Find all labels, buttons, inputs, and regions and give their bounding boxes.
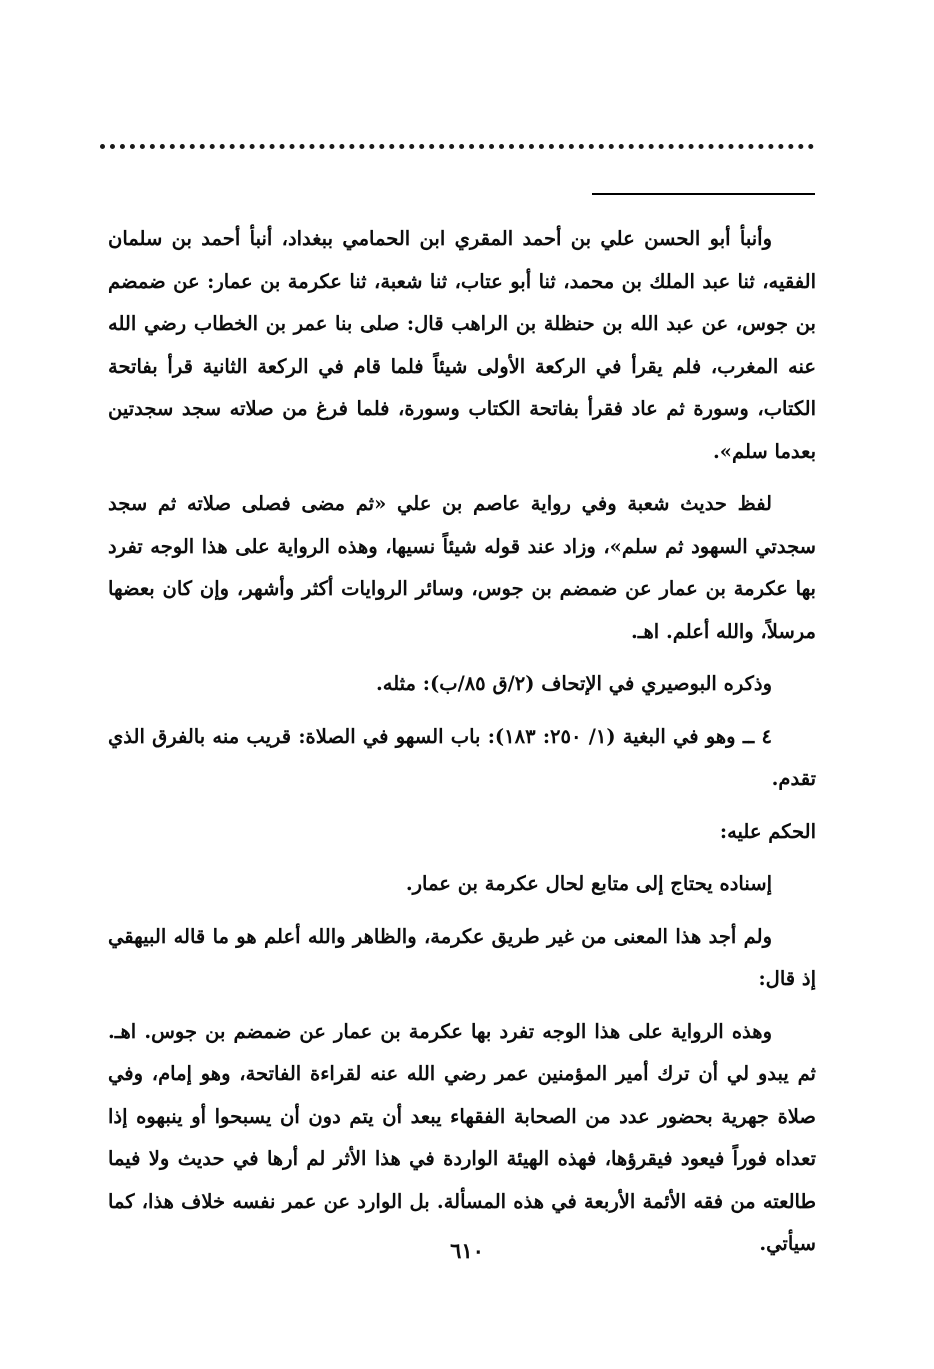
page-body — [108, 218, 816, 1276]
footnote-separator — [592, 193, 815, 195]
paragraph-bughya: ٤ ــ وهو في البغية (١/ ٢٥٠: ١٨٣): باب السهو في الصلاة: قريب منه بالفرق الذي تقدم. — [108, 724, 816, 790]
section-heading: الحكم عليه: — [719, 819, 816, 843]
paragraph-isnad: وأنبأ أبو الحسن علي بن أحمد المقري ابن الحمامي ببغداد، أنبأ أحمد بن سلمان الفقيه، ثنا عبد الملك بن محمد، ثنا أبو عتاب، ثنا شعبة، ثنا عكرمة بن عمار: عن ضمضم بن جوس، عن عبد الله بن حنظلة بن الراهب قال: صلى بنا عمر بن الخطاب رضي الله عنه المغرب، فلم يقرأ في الركعة الأولى شيئاً فلما قام في الركعة الثانية قرأ بفاتحة الكتاب، وسورة ثم عاد فقرأ بفاتحة الكتاب وسورة، فلما فرغ من صلاته سجد سجدتين بعدما سلم». — [108, 227, 816, 463]
paragraph-shuba-wording: لفظ حديث شعبة وفي رواية عاصم بن علي «ثم مضى فصلى صلاته ثم سجد سجدتي السهود ثم سلم»، وزاد عند قوله شيئاً نسيها، وهذه الرواية على هذا الوجه تفرد بها عكرمة بن عمار عن ضمضم بن جوس، وسائر الروايات أكثر وأشهر، وإن كان بعضها مرسلاً، والله أعلم. اهـ. — [108, 492, 816, 643]
paragraph-discussion: وهذه الرواية على هذا الوجه تفرد بها عكرمة بن عمار عن ضمضم بن جوس. اهـ. ثم يبدو لي أن ترك أمير المؤمنين عمر رضي الله عنه لقراءة الفاتحة، وهو إمام، وفي صلاة جهرية بحضور عدد من الصحابة الفقهاء يبعد أن يتم دون أن يسبحوا أو ينبهوه إذا تعداه فوراً فيعود فيقرؤها، فهذه الهيئة الواردة في هذا الأثر لم أرها في حديث ولا فيما طالعته من فقه الأئمة الأربعة في هذه المسألة. بل الوارد عن عمر نفسه خلاف هذا، كما سيأتي. — [108, 1019, 816, 1255]
paragraph-isnad-ruling: إسناده يحتاج إلى متابع لحال عكرمة بن عمار. — [405, 872, 772, 895]
dotted-divider — [100, 144, 814, 149]
page-number: ٦١٠ — [450, 1238, 484, 1263]
paragraph-busiri: وذكره البوصيري في الإتحاف (٢/ق ٨٥/ب): مثله. — [375, 672, 772, 695]
paragraph-bayhaqi: ولم أجد هذا المعنى من غير طريق عكرمة، والظاهر والله أعلم هو ما قاله البيهقي إذ قال: — [108, 924, 816, 990]
